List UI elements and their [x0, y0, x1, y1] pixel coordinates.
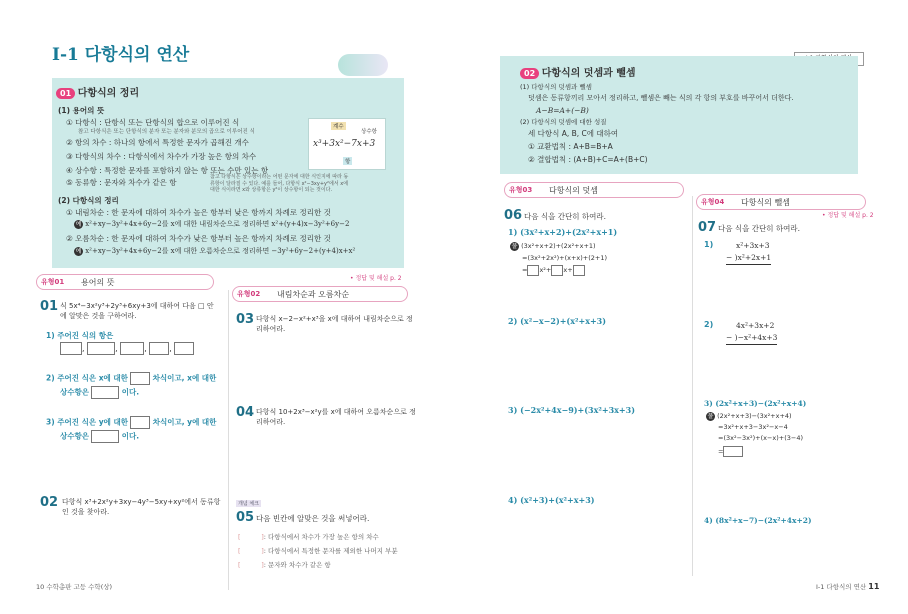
formula: A−B=A+(−B) [536, 106, 589, 115]
sub-question: 4) (x²+3)+(x²+x+3) [508, 495, 595, 505]
minuend: 4x²+3x+2 [736, 321, 775, 330]
sub-question-cont [60, 386, 139, 399]
answer-blank[interactable] [130, 416, 150, 429]
fill-in-line [238, 558, 398, 572]
question-number: 05 [236, 510, 255, 525]
list-item: ⑤ 동류항 : 문자와 차수가 같은 항 [66, 178, 177, 187]
answer-blank[interactable] [91, 430, 119, 443]
answer-blank[interactable] [551, 265, 563, 276]
sub-question-text: 이다. [121, 431, 140, 441]
sub-question-text: 차식이고, y에 대한 [152, 417, 217, 427]
section-heading: (1) 용어의 뜻 [58, 106, 105, 115]
section-heading: (2) 다항식의 덧셈에 대한 성질 [520, 118, 607, 126]
subtrahend: − )−x²+4x+3 [726, 332, 777, 345]
solution-line: = x²+ x+ [510, 264, 607, 276]
example-text: x²+xy−3y²+4x+6y−2를 x에 대한 오름차순으로 정리하면 −3y²+6y−2+(y+4)x+x² [85, 247, 356, 255]
answer-blank[interactable] [87, 342, 115, 355]
type-title: 다항식의 덧셈 [549, 186, 598, 195]
section-text: 덧셈은 동류항끼리 모아서 정리하고, 뺄셈은 빼는 식의 각 항의 부호를 바꾸어서 더한다. [528, 94, 794, 102]
bracket-blank[interactable]: [ ] [238, 533, 264, 541]
fill-in-line [238, 530, 398, 544]
answer-blank[interactable] [120, 342, 144, 355]
question-text: 다음 식을 간단히 하여라. [718, 224, 800, 233]
minuend: x²+3x+3 [736, 241, 770, 250]
coef-label: 계수 [333, 124, 344, 130]
list-item: ① 교환법칙 : A+B=B+A [528, 142, 613, 151]
subtrahend: − )x²+2x+1 [726, 252, 771, 265]
chapter-title: Ⅰ-1 다항식의 연산 [52, 45, 190, 65]
sub-question: 3) (2x²+x+3)−(2x²+x+4) [704, 399, 807, 408]
fill-in-line [238, 544, 398, 558]
solution-text: (2x²+x+3)−(3x²+x+4) [717, 412, 792, 420]
solution-icon: 풀 [511, 243, 518, 250]
sub-question-text: 2) 주어진 식은 x에 대한 [46, 373, 128, 383]
example-text: x²+xy−3y²+4x+6y−2를 x에 대한 내림차순으로 정리하면 x²+(y+4)x−3y²+6y−2 [85, 220, 350, 228]
fill-in-text: : 다항식에서 차수가 가장 높은 항의 차수 [263, 533, 379, 541]
section-heading: (1) 다항식의 덧셈과 뺄셈 [520, 83, 592, 91]
page-footer: 10 수학총판 고등 수학(상) [36, 583, 113, 591]
sub-question: 1) [704, 240, 714, 249]
answer-blank[interactable] [174, 342, 194, 355]
answer-blanks: , , , , [60, 342, 194, 355]
sub-question: 2) [704, 320, 714, 329]
sub-question-text: 상수항은 [60, 387, 89, 397]
type-header-02 [232, 286, 408, 302]
solution-line: = [706, 446, 803, 458]
vertical-subtraction [726, 320, 777, 345]
chapter-decoration [338, 54, 388, 76]
vertical-subtraction [726, 240, 771, 265]
list-item: ③ 다항식의 차수 : 다항식에서 차수가 가장 높은 항의 차수 [66, 152, 257, 161]
type-header-04 [696, 194, 866, 210]
list-item: ① 내림차순 : 한 문자에 대하여 차수가 높은 항부터 낮은 항까지 차례로 정리한 것 [66, 208, 331, 217]
list-item: ② 오름차순 : 한 문자에 대하여 차수가 낮은 항부터 높은 항까지 차례로 정리한 것 [66, 234, 331, 243]
question-text: 다항식 x−2−x²+x³을 x에 대하여 내림차순으로 정리하여라. [256, 315, 413, 333]
concept-check-tag: 개념 체크 [238, 501, 259, 507]
answer-blank[interactable] [573, 265, 585, 276]
sub-question-text: 3) 주어진 식은 y에 대한 [46, 417, 128, 427]
type-header-01 [36, 274, 214, 290]
sub-question [46, 372, 216, 385]
sub-question: 1) 주어진 식의 항은 [46, 331, 114, 340]
sub-question-cont [60, 430, 139, 443]
note: 참고 다항식은 상수항이라는 어떤 문자에 대한 식인지에 따라 동류항이 달라질 수 있다. 예를 들어, 다항식 x²−3xy+y²에서 x에 대한 식이라면 x와 상류항은 y²이 상수항이 되는 것이다. [210, 174, 349, 193]
answer-blank[interactable] [91, 386, 119, 399]
sub-question: 3) (−2x²+4x−9)+(3x²+3x+3) [508, 405, 635, 415]
solution-line: =(3x²+2x²)+(x+x)+(2+1) [522, 254, 608, 262]
answer-reference: • 정답 및 해설 p. 2 [822, 212, 874, 219]
question-number: 07 [698, 220, 717, 235]
example-row: 예 x²+xy−3y²+4x+6y−2를 x에 대한 오름차순으로 정리하면 −3y²+6y−2+(y+4)x+x² [75, 247, 356, 255]
type-header-03 [504, 182, 684, 198]
answer-blank[interactable] [149, 342, 169, 355]
diagram-expression: x³+3x²−7x+3 [313, 139, 376, 149]
solution-block [706, 411, 803, 458]
question-number: 04 [236, 405, 255, 420]
list-item: ② 항의 차수 : 하나의 항에서 특정한 문자가 곱해진 개수 [66, 138, 249, 147]
page-footer [816, 582, 879, 591]
term-label: 항 [345, 159, 351, 165]
solution-block [510, 240, 607, 276]
concept-box-1 [52, 78, 404, 268]
sub-question: 1) (3x²+x+2)+(2x²+x+1) [508, 227, 618, 237]
term-diagram [308, 118, 386, 170]
page-number: 11 [868, 582, 880, 591]
solution-text: (3x²+x+2)+(2x²+x+1) [521, 242, 596, 250]
sub-question: 2) (x²−x−2)+(x²+x+3) [508, 316, 607, 326]
type-label: 유형01 [41, 278, 65, 286]
type-title: 용어의 뜻 [81, 278, 115, 287]
solution-line [706, 411, 803, 422]
question-text: 다음 식을 간단히 하여라. [524, 212, 606, 221]
type-label: 유형02 [237, 290, 261, 298]
type-label: 유형04 [701, 198, 725, 206]
sub-question-text: 상수항은 [60, 431, 89, 441]
question-number: 03 [236, 312, 255, 327]
fill-in-text: : 다항식에서 특정한 문자를 제외한 나머지 부분 [263, 547, 398, 555]
sub-question-text: 이다. [121, 387, 140, 397]
concept-title: 다항식의 덧셈과 뺄셈 [541, 68, 636, 79]
solution-line [510, 240, 607, 252]
question-text: 식 5x⁴−3x²y³+2y³+6xy+3에 대하여 다음 □ 안에 알맞은 것을 구하여라. [60, 302, 214, 320]
list-item: ② 결합법칙 : (A+B)+C=A+(B+C) [528, 155, 648, 164]
section-text: 세 다항식 A, B, C에 대하여 [528, 129, 619, 138]
type-label: 유형03 [509, 186, 533, 194]
right-page [454, 0, 908, 614]
concept-box-2 [500, 56, 858, 174]
list-item: ④ 상수항 : 특정한 문자를 포함하지 않는 항 또는 수만 있는 항 [66, 166, 269, 175]
sub-question [46, 416, 216, 429]
answer-blank[interactable] [60, 342, 82, 355]
column-divider [228, 290, 229, 590]
section-heading: (2) 다항식의 정리 [58, 196, 119, 205]
question-text: 다음 빈칸에 알맞은 것을 써넣어라. [256, 514, 370, 523]
solution-line: =(3x²−3x²)+(x−x)+(3−4) [718, 434, 804, 442]
bracket-blank[interactable]: [ ] [238, 561, 264, 569]
answer-blank[interactable] [527, 265, 539, 276]
fill-in-text: : 문자와 차수가 같은 항 [263, 561, 331, 569]
question-number: 06 [504, 208, 523, 223]
type-title: 내림차순과 오름차순 [277, 290, 350, 299]
const-label: 상수항 [361, 129, 377, 135]
concept-title: 다항식의 정리 [77, 88, 140, 99]
question-number: 02 [40, 495, 59, 510]
list-item: ① 다항식 : 단항식 또는 단항식의 합으로 이루어진 식 [66, 118, 240, 127]
solution-line: =3x²+x+3−3x²−x−4 [718, 423, 788, 431]
answer-blank[interactable] [130, 372, 150, 385]
answer-reference: • 정답 및 해설 p. 2 [350, 275, 402, 282]
solution-icon: 풀 [707, 413, 714, 420]
example-row: 예 x²+xy−3y²+4x+6y−2를 x에 대한 내림차순으로 정리하면 x²+(y+4)x−3y²+6y−2 [75, 220, 350, 228]
question-text: 다항식 x³+2x²y+3xy−4y³−5xy+xy²에서 동류항인 것을 찾아라. [62, 498, 221, 516]
answer-blank[interactable] [723, 446, 743, 457]
bracket-blank[interactable]: [ ] [238, 547, 264, 555]
concept-badge: 02 [520, 68, 539, 79]
question-number: 01 [40, 299, 59, 314]
note: 참고 다항식은 또는 단항식의 분자 또는 분자와 분모의 곱으로 이루어진 식 [78, 129, 255, 135]
sub-question-text: 차식이고, x에 대한 [152, 373, 217, 383]
question-text: 다항식 10+2x³−x²y를 x에 대하여 오름차순으로 정리하여라. [256, 408, 416, 426]
sub-question: 4) (8x²+x−7)−(2x²+4x+2) [704, 516, 812, 525]
concept-badge: 01 [56, 88, 75, 99]
column-divider [692, 196, 693, 576]
type-title: 다항식의 뺄셈 [741, 198, 790, 207]
fill-in-list [238, 530, 398, 572]
footer-label: Ⅰ-1 다항식의 연산 [816, 583, 867, 591]
